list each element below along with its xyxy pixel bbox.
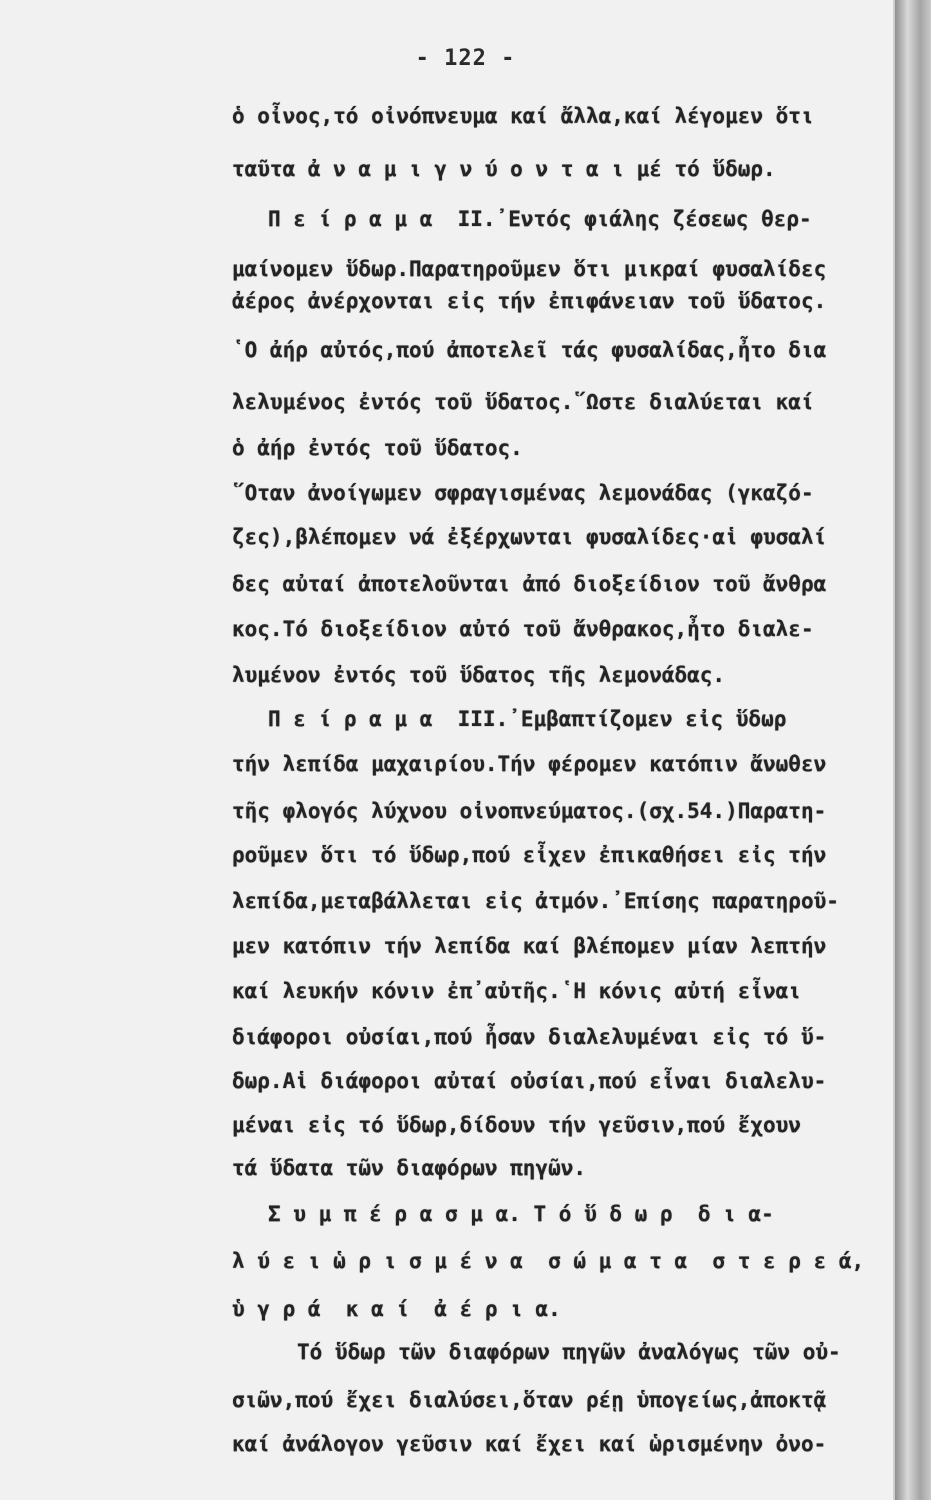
text-line-18: λεπίδα,μεταβάλλεται εἰς ἀτμόν.᾽Επίσης παρατηροῦ-	[232, 889, 839, 913]
text-line-19: μεν κατόπιν τήν λεπίδα καί βλέπομεν μίαν λεπτήν	[232, 934, 827, 958]
text-line-2: ταῦτα ἀ ν α μ ι γ ν ύ ο ν τ α ι μέ τό ὕδωρ.	[232, 157, 776, 181]
text-line-15: τήν λεπίδα μαχαιρίου.Τήν φέρομεν κατόπιν ἄνωθεν	[232, 752, 827, 776]
text-line-24: τά ὕδατα τῶν διαφόρων πηγῶν.	[232, 1156, 587, 1180]
text-line-4: μαίνομεν ὕδωρ.Παρατηροῦμεν ὅτι μικραί φυσαλίδες	[232, 257, 827, 281]
text-line-14: Π ε ί ρ α μ α III.᾽Εμβαπτίζομεν εἰς ὕδωρ	[268, 707, 787, 731]
page-edge-shadow	[895, 0, 931, 1500]
text-line-26: λ ύ ε ι ὡ ρ ι σ μ έ ν α σ ώ μ α τ α σ τ ε ρ ε ά,	[232, 1249, 865, 1273]
text-line-30: καί ἀνάλογον γεῦσιν καί ἔχει καί ὡρισμένην ὀνο-	[232, 1432, 827, 1456]
text-line-10: ζες),βλέπομεν νά ἐξέρχωνται φυσαλίδες·αἱ φυσαλί	[232, 525, 827, 549]
text-line-3: Π ε ί ρ α μ α II.᾽Εντός φιάλης ζέσεως θερ-	[268, 207, 812, 231]
text-line-8: ὁ ἀήρ ἐντός τοῦ ὕδατος.	[232, 436, 523, 460]
text-line-6: ῾Ο ἀήρ αὐτός,πού ἀποτελεῖ τάς φυσαλίδας,ἦτο δια	[232, 338, 827, 362]
text-line-28: Τό ὕδωρ τῶν διαφόρων πηγῶν ἀναλόγως τῶν οὐ-	[297, 1340, 841, 1364]
text-line-13: λυμένον ἐντός τοῦ ὕδατος τῆς λεμονάδας.	[232, 663, 726, 687]
text-line-29: σιῶν,πού ἔχει διαλύσει,ὅταν ρέῃ ὑπογείως,ἀποκτᾷ	[232, 1388, 827, 1412]
text-line-20: καί λευκήν κόνιν ἐπ᾽αὐτῆς.῾Η κόνις αὐτή εἶναι	[232, 979, 801, 1003]
page-number: - 122 -	[415, 46, 516, 71]
text-line-22: δωρ.Αἱ διάφοροι αὐταί οὐσίαι,πού εἶναι διαλελυ-	[232, 1069, 827, 1093]
text-line-9: ῞Οταν ἀνοίγωμεν σφραγισμένας λεμονάδας (γκαζό-	[232, 481, 814, 505]
text-line-1: ὁ οἶνος,τό οἰνόπνευμα καί ἄλλα,καί λέγομεν ὅτι	[232, 104, 814, 128]
text-line-5: ἀέρος ἀνέρχονται εἰς τήν ἐπιφάνειαν τοῦ ὕδατος.	[232, 289, 827, 313]
text-line-23: μέναι εἰς τό ὕδωρ,δίδουν τήν γεῦσιν,πού ἔχουν	[232, 1113, 801, 1137]
text-line-27: ὑ γ ρ ά κ α ί ἀ έ ρ ι α.	[232, 1297, 561, 1321]
text-line-25: Σ υ μ π έ ρ α σ μ α. Τ ό ὕ δ ω ρ δ ι α-	[268, 1202, 774, 1226]
text-line-7: λελυμένος ἐντός τοῦ ὕδατος.῞Ωστε διαλύεται καί	[232, 390, 814, 414]
text-line-21: διάφοροι οὐσίαι,πού ἦσαν διαλελυμέναι εἰς τό ὕ-	[232, 1025, 827, 1049]
text-line-17: ροῦμεν ὅτι τό ὕδωρ,πού εἶχεν ἐπικαθήσει εἰς τήν	[232, 843, 827, 867]
text-line-11: δες αὐταί ἀποτελοῦνται ἀπό διοξείδιον τοῦ ἄνθρα	[232, 572, 827, 596]
text-line-12: κος.Τό διοξείδιον αὐτό τοῦ ἄνθρακος,ἦτο διαλε-	[232, 617, 814, 641]
text-line-16: τῆς φλογός λύχνου οἰνοπνεύματος.(σχ.54.)Παρατη-	[232, 799, 827, 823]
